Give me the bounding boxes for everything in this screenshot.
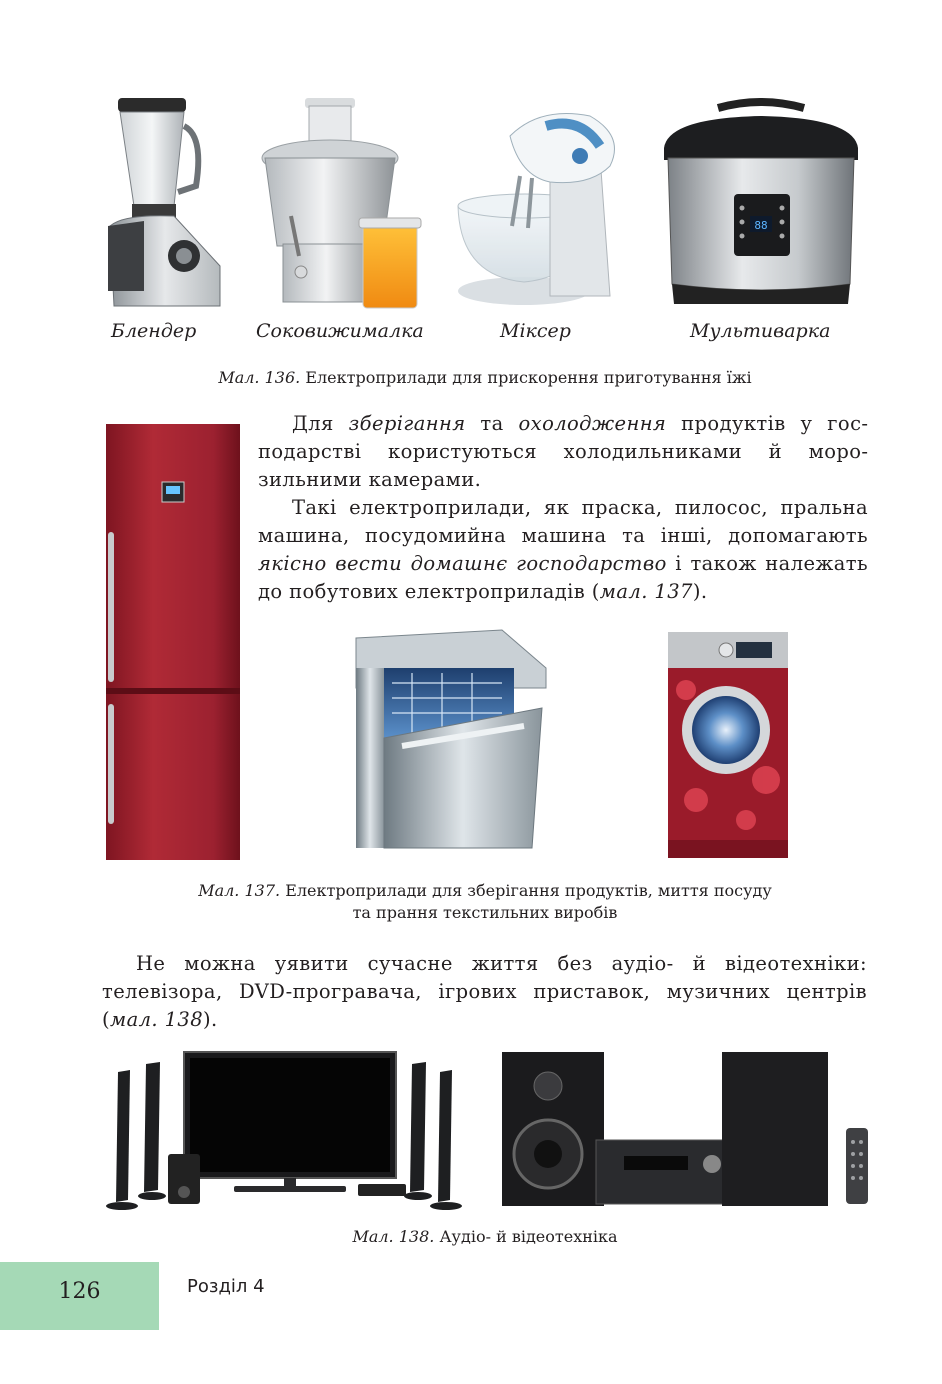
dishwasher-image <box>352 628 548 850</box>
caption-text: Електроприлади для зберігання продуктів, миття посуду <box>285 881 772 900</box>
paragraph-audio-video <box>102 950 867 1034</box>
text-block-audio-video <box>102 950 867 1034</box>
emphasis: охолодження <box>518 412 667 435</box>
caption-number: Мал. 136. <box>218 368 301 387</box>
washing-machine-image <box>666 630 790 860</box>
emphasis: якісно вести домашнє господарство <box>258 552 667 575</box>
caption-text: Електроприлади для прискорення приготування їжі <box>305 368 752 387</box>
figure-reference: мал. 137 <box>599 580 693 603</box>
caption-line-2: та прання текстильних виробів <box>352 903 618 922</box>
page-number: 126 <box>58 1279 101 1304</box>
text-run: Такі електроприлади, як праска, пилосос, пральна машина, посудомийна машина та інші, допомагають <box>258 496 868 547</box>
emphasis: зберігання <box>348 412 466 435</box>
text-run: та <box>465 412 519 435</box>
paragraph-storage <box>258 410 868 494</box>
caption-line-1 <box>100 880 870 902</box>
text-block-storage <box>258 410 868 606</box>
caption-fig-137 <box>100 880 870 924</box>
text-run: Для <box>292 412 349 435</box>
refrigerator-image <box>104 422 242 862</box>
caption-number: Мал. 138. <box>352 1227 435 1246</box>
label-juicer: Соковижималка <box>256 320 424 342</box>
label-mixer: Міксер <box>500 320 571 342</box>
paragraph-household <box>258 494 868 606</box>
music-center-image <box>500 1050 874 1210</box>
mixer-image <box>450 96 630 310</box>
juicer-image <box>255 96 423 310</box>
text-run: і також належать до побутових електроприладів ( <box>258 552 868 603</box>
caption-fig-138 <box>100 1226 870 1248</box>
text-run: ). <box>692 580 708 603</box>
caption-fig-136 <box>100 367 870 389</box>
text-run: продуктів у господарстві користуються холодильниками й морозильними камерами. <box>258 412 868 491</box>
caption-number: Мал. 137. <box>198 881 281 900</box>
figure-reference: мал. 138 <box>110 1008 204 1031</box>
label-multicooker: Мультиварка <box>690 320 831 342</box>
blender-image <box>104 96 226 310</box>
caption-text: Аудіо- й відеотехніка <box>439 1227 618 1246</box>
label-blender: Блендер <box>111 320 197 342</box>
text-run: Не можна уявити сучасне життя без аудіо- й відеотехніки: телевізора, DVD-програвача, ігрових приставок, музичних центрів ( <box>102 952 867 1031</box>
home-theater-image <box>100 1050 472 1214</box>
multicooker-image <box>658 98 864 308</box>
multicooker-display: 88 <box>754 219 768 232</box>
section-label: Розділ 4 <box>187 1276 265 1297</box>
text-run: ). <box>203 1008 218 1031</box>
